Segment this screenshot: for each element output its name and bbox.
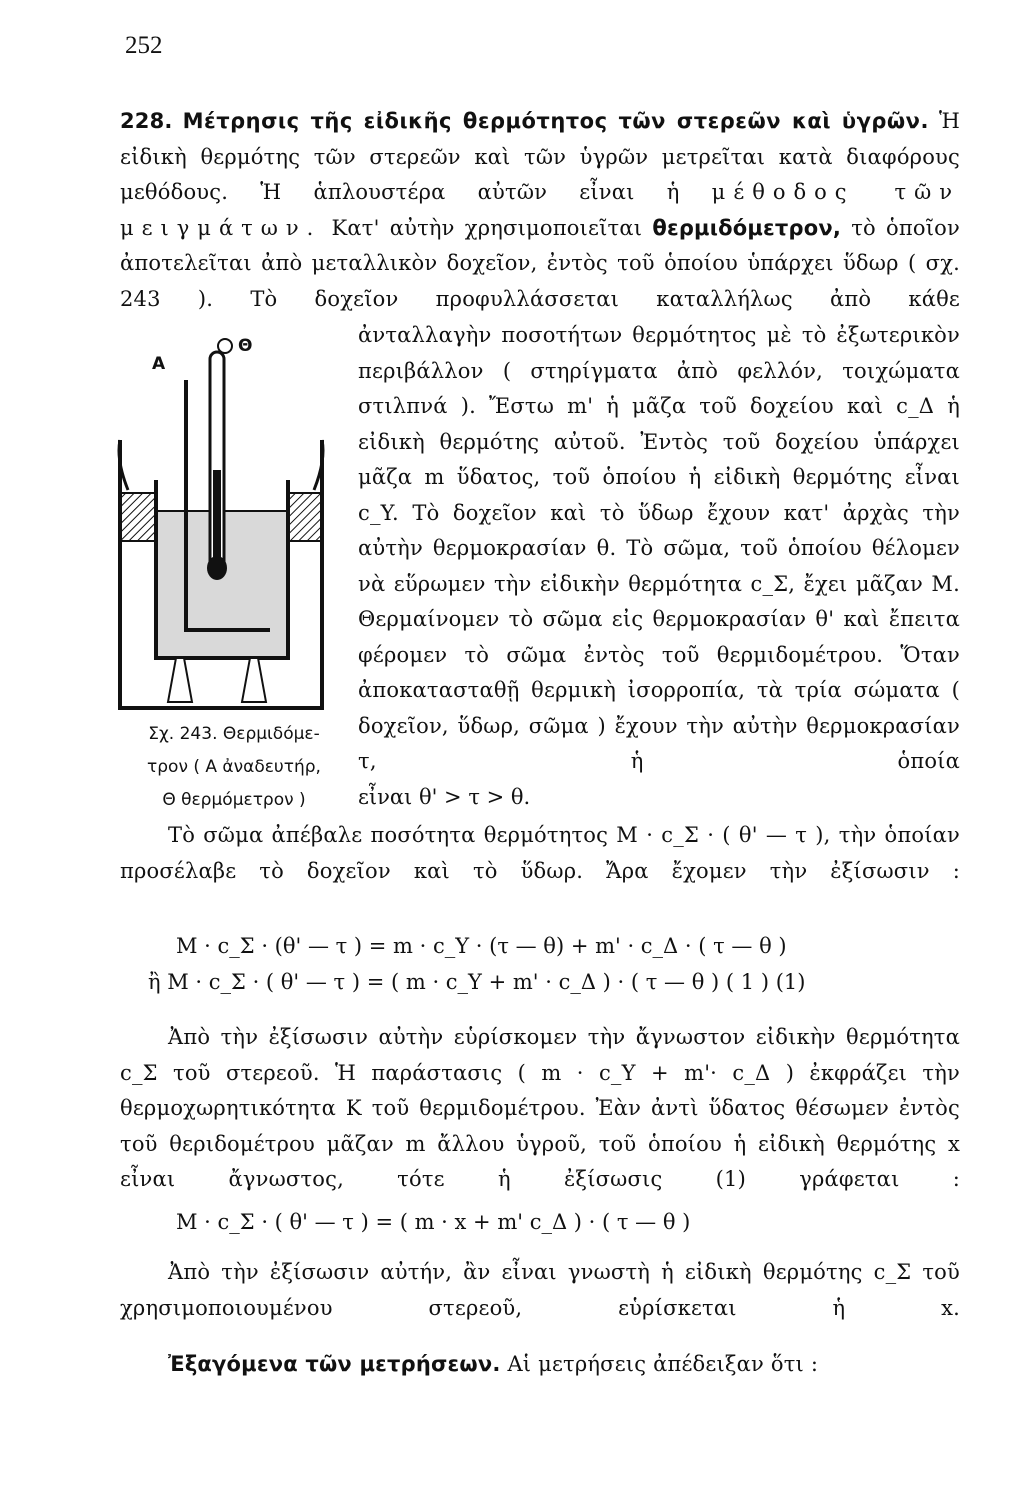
section-number: 228. <box>120 109 173 133</box>
column-paragraph <box>358 318 960 780</box>
text-a: Κατ' αὐτὴν χρησιμοποιεῖται <box>331 215 643 240</box>
equation-2: ἢ Μ · c_Σ · ( θ' — τ ) = ( m · c_Y + m' · c_Δ ) · ( τ — θ ) ( 1 ) (1) <box>148 970 806 994</box>
paragraph-find-x-text: Ἀπὸ τὴν ἐξίσωσιν αὐτήν, ἂν εἶναι γνωστὴ ἡ εἰδικὴ θερμότης c_Σ τοῦ χρησιμοποιουμένου στερεοῦ, εὑρίσκεται ἡ x. <box>120 1260 960 1320</box>
text-b: τὸ ὁποῖον ἀποτελεῖται ἀπὸ μεταλλικὸν δοχεῖον, ἐντὸς τοῦ ὁποίου ὑπάρχει ὕδωρ ( σχ. 243 ). Τὸ δοχεῖον προφυλλάσσεται καταλλήλως ἀπὸ κάθε <box>120 215 960 311</box>
section-heading-paragraph <box>120 104 960 318</box>
inequality-line: εἶναι θ' > τ > θ. <box>358 785 531 809</box>
method-name: μέθοδος τῶν μειγμάτων. <box>120 180 960 240</box>
caption-line-2: τρον ( Α ἀναδευτήρ, <box>147 757 321 777</box>
column-text: ἀνταλλαγὴν ποσοτήτων θερμότητος μὲ τὸ ἐξωτερικὸν περιβάλλον ( στηρίγματα ἀπὸ φελλόν, τοιχώματα στιλπνά ). Ἔστω m' ἡ μᾶζα τοῦ δοχείου καὶ c_Δ ἡ εἰδικὴ θερμότης αὐτοῦ. Ἐντὸς τοῦ δοχείου ὑπάρχει μᾶζα m ὕδατος, τοῦ ὁποίου ἡ εἰδικὴ θερμότης εἶναι c_Y. Τὸ δοχεῖον καὶ τὸ ὕδωρ ἔχουν κατ' ἀρχὰς τὴν αὐτὴν θερμοκρασίαν θ. Τὸ σῶμα, τοῦ ὁποίου θέλομεν νὰ εὕρωμεν τὴν εἰδικὴν θερμότητα c_Σ, ἔχει μᾶζαν Μ. Θερμαίνομεν τὸ σῶμα εἰς θερμοκρασίαν θ' καὶ ἔπειτα φέρομεν τὸ σῶμα ἐντὸς τοῦ θερμιδομέτρου. Ὅταν ἀποκατασταθῇ θερμικὴ ἰσορροπία, τὰ τρία σώματα ( δοχεῖον, ὕδωρ, σῶμα ) ἔχουν τὴν αὐτὴν θερμοκρασίαν τ, ἡ ὁποία <box>358 323 960 773</box>
figure-caption <box>112 718 356 817</box>
calorimeter-diagram <box>110 330 350 720</box>
term-calorimeter: θερμιδόμετρον, <box>652 215 842 240</box>
calorimeter-figure <box>110 330 350 720</box>
caption-line-3: Θ θερμόμετρον ) <box>162 790 306 810</box>
results-paragraph <box>168 1347 960 1383</box>
paragraph-solve <box>120 1020 960 1198</box>
equation-1: Μ · c_Σ · (θ' — τ ) = m · c_Y · (τ — θ) + m' · c_Δ · ( τ — θ ) <box>176 934 787 958</box>
intro-text: Ἡ εἰδικὴ θερμότης τῶν στερεῶν καὶ τῶν ὑγρῶν μετρεῖται κατὰ διαφόρους μεθόδους. Ἡ ἁπλουστέρα αὐτῶν εἶναι ἡ <box>120 109 960 205</box>
section-title: Μέτρησις τῆς εἰδικῆς θερμότητος τῶν στερεῶν καὶ ὑγρῶν. <box>182 109 929 133</box>
paragraph-heat-lost-text: Τὸ σῶμα ἀπέβαλε ποσότητα θερμότητος Μ · c_Σ · ( θ' — τ ), τὴν ὁποίαν προσέλαβε τὸ δοχεῖον καὶ τὸ ὕδωρ. Ἄρα ἔχομεν τὴν ἐξίσωσιν : <box>120 823 960 883</box>
paragraph-find-x <box>120 1255 960 1326</box>
page-number: 252 <box>125 32 163 59</box>
paragraph-solve-text: Ἀπὸ τὴν ἐξίσωσιν αὐτὴν εὑρίσκομεν τὴν ἄγνωστον εἰδικὴν θερμότητα c_Σ τοῦ στερεοῦ. Ἡ παράστασις ( m · c_Y + m'· c_Δ ) ἐκφράζει τὴν θερμοχωρητικότητα Κ τοῦ θερμιδομέτρου. Ἐὰν ἀντὶ ὕδατος θέσωμεν ἐντὸς τοῦ θεριδομέτρου μᾶζαν m ἄλλου ὑγροῦ, τοῦ ὁποίου ἡ εἰδικὴ θερμότης x εἶναι ἄγνωστος, τότε ἡ ἐξίσωσις (1) γράφεται : <box>120 1025 960 1192</box>
label-thermometer-theta: Θ <box>238 336 253 356</box>
results-text: Αἱ μετρήσεις ἀπέδειξαν ὅτι : <box>507 1352 819 1376</box>
label-stirrer-a: Α <box>152 354 166 374</box>
paragraph-heat-lost <box>120 818 960 889</box>
equation-3: Μ · c_Σ · ( θ' — τ ) = ( m · x + m' c_Δ ) · ( τ — θ ) <box>176 1210 691 1234</box>
results-heading: Ἐξαγόμενα τῶν μετρήσεων. <box>168 1352 501 1376</box>
caption-line-1: Σχ. 243. Θερμιδόμε- <box>148 724 320 744</box>
